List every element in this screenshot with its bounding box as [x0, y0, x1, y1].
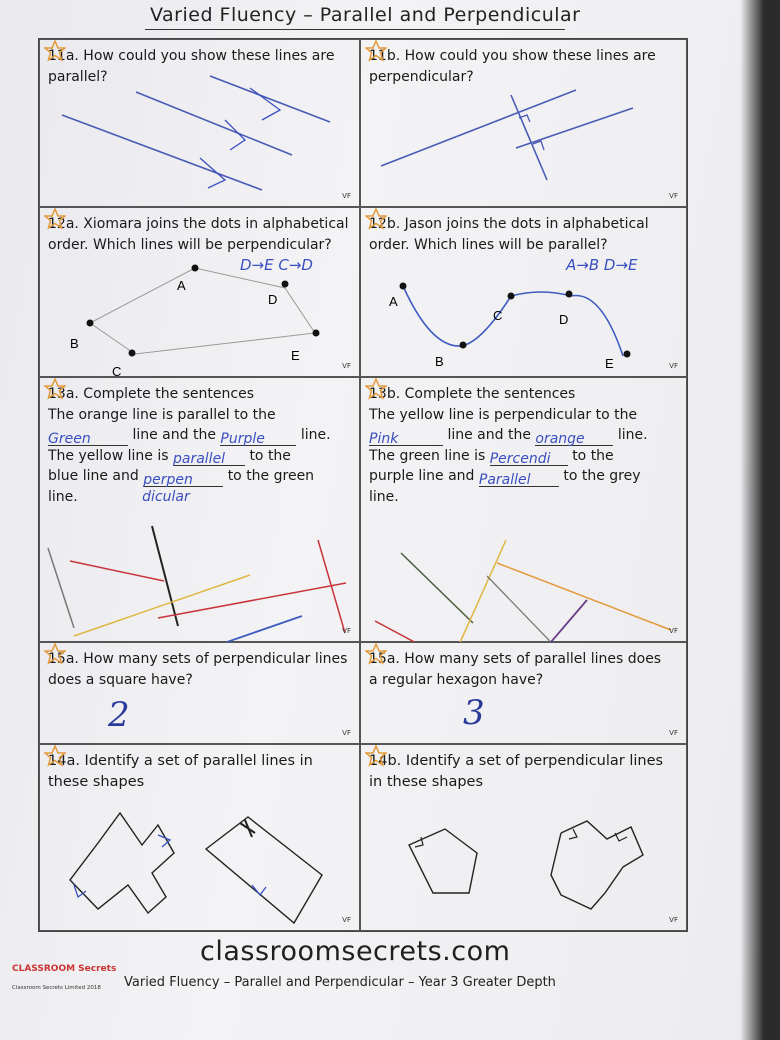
- dots-diagram-12b: [361, 208, 688, 378]
- label-c: C: [112, 364, 122, 378]
- gd-star-icon: [44, 40, 66, 62]
- gd-star-icon: [44, 208, 66, 230]
- dot-c: [129, 350, 136, 357]
- vf-label: VF: [669, 916, 678, 924]
- quadrilateral-shape: [206, 817, 322, 923]
- question-grid: [38, 38, 688, 932]
- dot-e: [313, 330, 320, 337]
- answer-blank[interactable]: Green: [48, 429, 128, 446]
- right-angle-mark-2: [569, 829, 577, 839]
- cell-12a: [39, 207, 360, 377]
- orange-red-line: [318, 540, 345, 633]
- sentence-heading: 13a. Complete the sentences: [48, 386, 255, 402]
- label-b: B: [70, 336, 79, 351]
- label-a: A: [389, 294, 398, 309]
- cell-12b: [360, 207, 687, 377]
- sentence-line: line.: [369, 488, 399, 505]
- shapes-14b: [361, 745, 688, 932]
- pentagon-shape: [409, 829, 477, 893]
- handwritten-extra: dicular: [142, 488, 190, 505]
- vf-label: VF: [669, 362, 678, 370]
- sentence-heading: 13b. Complete the sentences: [369, 386, 576, 402]
- label-e: E: [605, 356, 614, 371]
- worksheet-title: Varied Fluency – Parallel and Perpendicular: [150, 4, 581, 26]
- red-line: [375, 621, 463, 643]
- sentence-line: The green line is Percendi to the: [369, 447, 614, 467]
- vf-label: VF: [342, 627, 351, 635]
- sentence-line: Pink line and the orange line.: [369, 427, 648, 447]
- parallel-lines-diagram: [40, 40, 361, 208]
- question-11b-text: 11b. How could you show these lines are perpendicular?: [369, 48, 656, 85]
- footer-website: classroomsecrets.com: [200, 936, 511, 967]
- vf-label: VF: [342, 916, 351, 924]
- vf-label: VF: [342, 362, 351, 370]
- dot-b: [87, 320, 94, 327]
- shapes-14a: [40, 745, 361, 932]
- answer-blank[interactable]: parallel: [173, 449, 245, 466]
- vf-label: VF: [342, 192, 351, 200]
- label-c: C: [493, 308, 503, 323]
- blue-line: [152, 616, 302, 643]
- arrow-mark-3: [200, 158, 225, 188]
- label-a: A: [177, 278, 186, 293]
- zigzag-shape: [70, 813, 174, 913]
- label-b: B: [435, 354, 444, 369]
- gd-star-icon: [44, 378, 66, 400]
- yellow-line: [453, 540, 506, 643]
- answer-blank[interactable]: orange: [535, 429, 613, 446]
- joined-dots-line: [90, 268, 315, 354]
- handwritten-answer: D→E C→D: [240, 256, 313, 274]
- cell-13b: [360, 377, 687, 642]
- coloured-lines-13a: [40, 378, 361, 643]
- dot-a: [400, 283, 407, 290]
- red-line: [70, 561, 164, 581]
- question-14b-text: 14b. Identify a set of perpendicular lines in these shapes: [369, 753, 664, 790]
- line-long: [381, 90, 576, 166]
- orange-line: [497, 563, 671, 630]
- vf-label: VF: [669, 627, 678, 635]
- question-11a-text: 11a. How could you show these lines are parallel?: [48, 48, 335, 85]
- gd-star-icon: [44, 745, 66, 767]
- question-12b-text: 12b. Jason joins the dots in alphabetical order. Which lines will be parallel?: [369, 216, 649, 253]
- vf-label: VF: [669, 729, 678, 737]
- answer-blank[interactable]: Purple: [220, 429, 296, 446]
- line-short: [516, 108, 633, 148]
- title-underline: [145, 29, 565, 30]
- handwritten-answer: 2: [108, 695, 130, 735]
- cell-15b: [360, 642, 687, 744]
- vf-label: VF: [342, 729, 351, 737]
- cell-13a: [39, 377, 360, 642]
- dot-a: [192, 265, 199, 272]
- dots-diagram-12a: [40, 208, 361, 378]
- l-shape: [551, 821, 643, 909]
- sentence-line: line. dicular: [48, 488, 190, 505]
- perpendicular-lines-diagram: [361, 40, 688, 208]
- gd-star-icon: [365, 40, 387, 62]
- classroom-secrets-logo: CLASSROOM Secrets: [12, 964, 117, 974]
- gd-star-icon: [365, 745, 387, 767]
- answer-blank[interactable]: Percendi: [490, 449, 568, 466]
- question-15b-text: 15a. How many sets of parallel lines does a regular hexagon have?: [369, 651, 662, 688]
- gd-star-icon: [365, 643, 387, 665]
- cell-15a: [39, 642, 360, 744]
- green-line: [401, 553, 473, 623]
- red-line-2: [158, 583, 346, 618]
- question-15a-text: 15a. How many sets of perpendicular lines does a square have?: [48, 651, 348, 688]
- cell-11a: [39, 39, 360, 207]
- dot-e: [624, 351, 631, 358]
- sentence-line: blue line and perpen to the green: [48, 468, 315, 488]
- sentence-line: The yellow line is perpendicular to the: [369, 406, 638, 423]
- vf-label: VF: [669, 192, 678, 200]
- sentence-line: purple line and Parallel to the grey: [369, 468, 641, 488]
- sentence-line: Green line and the Purple line.: [48, 427, 331, 447]
- handwritten-answer: 3: [463, 693, 485, 733]
- question-14a-text: 14a. Identify a set of parallel lines in these shapes: [48, 753, 313, 790]
- question-12a-text: 12a. Xiomara joins the dots in alphabetical order. Which lines will be perpendicular?: [48, 216, 349, 253]
- purple-line: [527, 600, 587, 643]
- gd-star-icon: [365, 208, 387, 230]
- answer-blank[interactable]: Pink: [369, 429, 443, 446]
- black-line: [152, 526, 178, 626]
- scribble-mark: [240, 820, 255, 837]
- cell-14b: [360, 744, 687, 931]
- dot-d: [566, 291, 573, 298]
- handwritten-answer: A→B D→E: [566, 256, 638, 274]
- label-d: D: [559, 312, 569, 327]
- arrow-mark-1: [158, 835, 170, 847]
- dot-d: [282, 281, 289, 288]
- cell-11b: [360, 39, 687, 207]
- answer-blank[interactable]: perpen: [143, 470, 223, 487]
- answer-blank[interactable]: Parallel: [479, 470, 559, 487]
- sentence-line: The yellow line is parallel to the: [48, 447, 291, 467]
- footer-subtitle: Varied Fluency – Parallel and Perpendicular – Year 3 Greater Depth: [124, 975, 556, 990]
- grey-line: [48, 548, 74, 628]
- dot-b: [460, 342, 467, 349]
- dark-background-edge: [740, 0, 780, 1040]
- label-e: E: [291, 348, 300, 363]
- sentence-line: The orange line is parallel to the: [48, 406, 276, 423]
- gd-star-icon: [365, 378, 387, 400]
- gd-star-icon: [44, 643, 66, 665]
- label-d: D: [268, 292, 278, 307]
- dot-c: [508, 293, 515, 300]
- cell-14a: [39, 744, 360, 931]
- copyright-text: Classroom Secrets Limited 2018: [12, 985, 101, 991]
- coloured-lines-13b: [361, 378, 688, 643]
